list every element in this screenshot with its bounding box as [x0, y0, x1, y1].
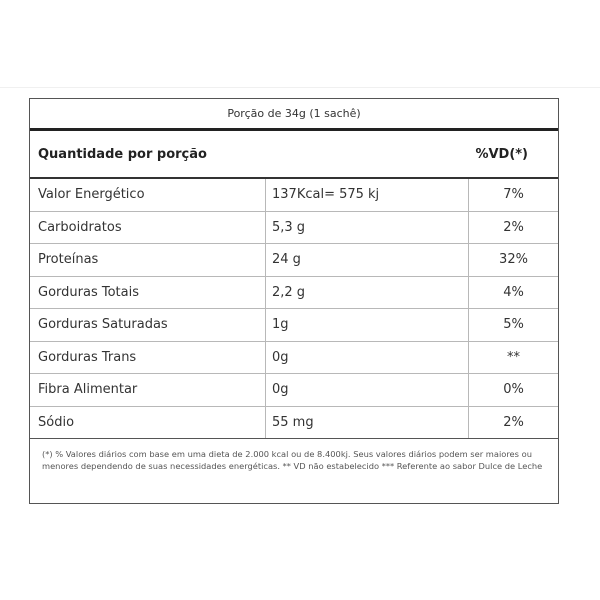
table-row — [30, 309, 558, 342]
nutrient-amount: 0g — [266, 374, 469, 406]
nutrient-name: Proteínas — [30, 244, 266, 276]
nutrient-amount: 5,3 g — [266, 212, 469, 244]
nutrient-daily-value: 2% — [503, 414, 524, 430]
footnote: (*) % Valores diários com base em uma dieta de 2.000 kcal ou de 8.400kj. Seus valores diários podem ser maiores ou menores dependendo de suas necessidades energéticas. ** VD não estabelecido *** Referente ao sabor Dulce de Leche — [42, 448, 543, 471]
nutrient-amount: 24 g — [266, 244, 469, 276]
nutrition-facts-table — [29, 98, 559, 504]
quantity-per-portion-heading: Quantidade por porção — [38, 146, 207, 162]
nutrient-amount: 2,2 g — [266, 277, 469, 309]
table-row — [30, 277, 558, 310]
nutrient-daily-value: 7% — [503, 187, 524, 203]
nutrient-name: Gorduras Totais — [30, 277, 266, 309]
table-row — [30, 374, 558, 407]
nutrient-amount: 137Kcal= 575 kj — [266, 179, 469, 211]
nutrient-name: Gorduras Saturadas — [30, 309, 266, 341]
table-row — [30, 407, 558, 439]
table-header — [30, 131, 558, 179]
nutrient-name: Fibra Alimentar — [30, 374, 266, 406]
nutrient-daily-value: 5% — [503, 317, 524, 333]
table-row — [30, 179, 558, 212]
nutrient-daily-value: 4% — [503, 284, 524, 300]
top-divider — [0, 87, 600, 88]
nutrient-amount: 1g — [266, 309, 469, 341]
nutrient-name: Gorduras Trans — [30, 342, 266, 374]
table-row — [30, 244, 558, 277]
nutrient-name: Sódio — [30, 407, 266, 438]
table-row — [30, 342, 558, 375]
nutrient-daily-value: 32% — [499, 252, 528, 268]
daily-value-heading: %VD(*) — [475, 146, 528, 162]
nutrient-daily-value: 0% — [503, 382, 524, 398]
nutrient-name: Carboidratos — [30, 212, 266, 244]
nutrient-daily-value: ** — [507, 349, 520, 365]
portion-size-label: Porção de 34g (1 sachê) — [30, 99, 558, 131]
nutrient-amount: 0g — [266, 342, 469, 374]
nutrient-name: Valor Energético — [30, 179, 266, 211]
nutrient-amount: 55 mg — [266, 407, 469, 438]
nutrient-daily-value: 2% — [503, 219, 524, 235]
table-row — [30, 212, 558, 245]
